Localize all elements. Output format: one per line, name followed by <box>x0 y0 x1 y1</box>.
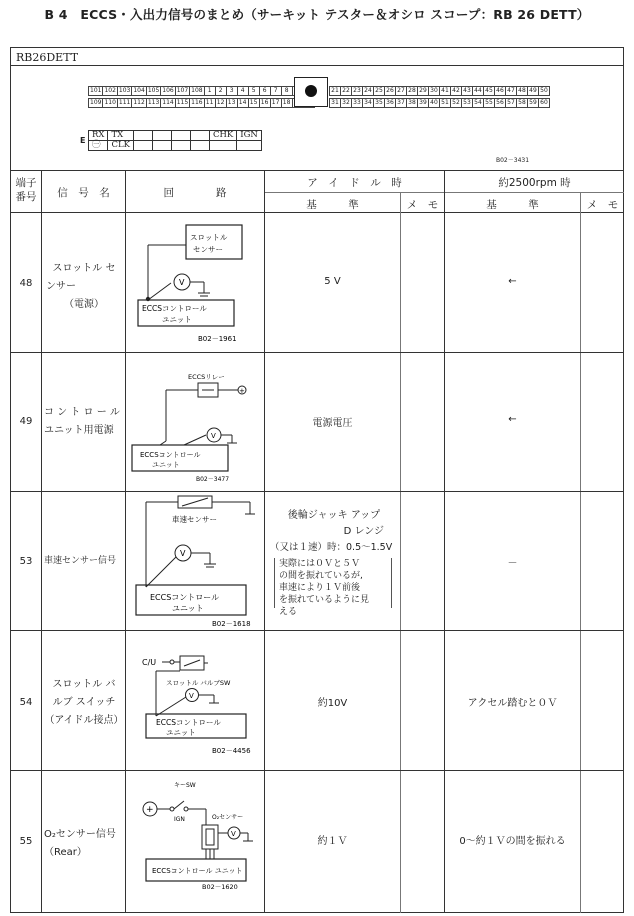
connector-pin: 28 <box>406 86 418 96</box>
connector-pin: 48 <box>516 86 528 96</box>
signal-name <box>44 404 124 440</box>
circuit-diagram-53 <box>126 492 264 630</box>
col-line <box>41 170 42 913</box>
connector-pin: 51 <box>439 98 451 108</box>
signal-name-line: （アイドル接点） <box>44 715 124 726</box>
header-terminal <box>11 176 41 204</box>
connector-pin: 58 <box>516 98 528 108</box>
connector-pin: 104 <box>133 87 145 94</box>
connector-pin: 105 <box>147 87 160 94</box>
connector-pin: 108 <box>191 87 203 94</box>
diagram-label: ECCSリレー <box>188 373 225 381</box>
idle-note-line: 実際には０Ｖと５Ｖ <box>279 559 361 569</box>
header-memo: メ モ <box>406 199 439 211</box>
row-separator <box>10 770 624 771</box>
rpm-standard: － <box>507 558 518 569</box>
connector-pin: 36 <box>384 98 396 108</box>
connector-pin: 59 <box>527 98 539 108</box>
circuit-diagram-54 <box>126 631 264 770</box>
diagram-label: ECCSコントロール <box>156 718 221 727</box>
connector-pin: 25 <box>373 86 385 96</box>
connector-pin: 1 <box>204 86 216 96</box>
connector-pin: 15 <box>248 98 260 108</box>
connector-pin: 26 <box>384 86 396 96</box>
check-connector-cell: IGN <box>237 131 262 141</box>
idle-note-line: える <box>279 607 298 617</box>
connector-pin: 39 <box>417 98 429 108</box>
diagram-ref: B02－4456 <box>212 747 251 755</box>
col-line <box>580 192 581 913</box>
row-separator <box>10 491 624 492</box>
connector-pin: 29 <box>417 86 429 96</box>
connector-pin: 102 <box>104 87 116 94</box>
connector-pin: 45 <box>483 86 495 96</box>
connector-pin: 31 <box>329 98 341 108</box>
connector-pin: 33 <box>351 98 363 108</box>
connector-pin: 7 <box>270 86 282 96</box>
connector-pin: 40 <box>428 98 440 108</box>
connector-pin: 53 <box>461 98 473 108</box>
header-idle: ア イ ド ル 時 <box>307 177 402 189</box>
connector-pin: 52 <box>450 98 462 108</box>
svg-text:V: V <box>189 692 194 700</box>
connector-pin: 12 <box>215 98 227 108</box>
connector-pin: 35 <box>373 98 385 108</box>
row-separator <box>10 630 624 631</box>
check-connector-cell: RX <box>89 131 108 141</box>
signal-name-line: （電源） <box>64 299 104 310</box>
diagram-label: ユニット <box>166 728 196 737</box>
connector-pin: 109 <box>90 99 102 106</box>
check-connector-cell <box>152 131 171 141</box>
connector-pin: 22 <box>340 86 352 96</box>
check-connector-cell <box>171 141 190 151</box>
diagram-label: 車速センサー <box>172 515 217 524</box>
connector-ref: B02－3431 <box>496 157 530 164</box>
idle-condition <box>270 508 398 556</box>
connector-pin: 54 <box>472 98 484 108</box>
connector-pin: 111 <box>118 99 131 106</box>
connector-pin: 110 <box>104 99 116 106</box>
connector-pin: 42 <box>450 86 462 96</box>
connector-pin: 37 <box>395 98 407 108</box>
connector-pin: 107 <box>176 87 189 94</box>
terminal-number: 54 <box>19 697 33 708</box>
connector-pin: 14 <box>237 98 249 108</box>
diagram-label: ECCSコントロール <box>140 451 201 459</box>
connector-key <box>294 77 328 107</box>
circuit-diagram-48 <box>126 213 264 352</box>
rpm-standard: ← <box>508 276 517 287</box>
header-std: 基 準 <box>306 199 359 211</box>
svg-text:+: + <box>146 805 154 815</box>
connector-pin: 55 <box>483 98 495 108</box>
idle-note <box>274 558 392 617</box>
connector-pin: 21 <box>329 86 341 96</box>
diagram-ref: B02－1620 <box>202 883 238 891</box>
diagram-label: ECCSコントロール ユニット <box>152 867 243 875</box>
circuit-diagram-49 <box>126 353 264 491</box>
header-circuit: 回 路 <box>163 187 227 199</box>
connector-pin: 115 <box>176 99 189 106</box>
connector-pin: 44 <box>472 86 484 96</box>
check-connector-cell <box>190 131 209 141</box>
connector-pin: 11 <box>204 98 216 108</box>
connector-pin: 34 <box>362 98 374 108</box>
check-connector-cell <box>190 141 209 151</box>
connector-pin: 116 <box>191 99 203 106</box>
svg-text:V: V <box>231 830 236 838</box>
idle-standard: 5 V <box>324 276 341 287</box>
connector-row-1-right <box>330 86 550 96</box>
signal-name-line: 車速センサー信号 <box>44 556 117 566</box>
connector-pin: 114 <box>162 99 174 106</box>
diagram-label: ECCSコントロール <box>150 593 220 602</box>
signal-name-line: ルブ スイッチ <box>52 697 116 708</box>
idle-condition-line: 後輪ジャッキ アップ <box>287 510 381 521</box>
circuit-diagram-55 <box>126 771 264 913</box>
divider <box>10 65 624 66</box>
idle-note-line: を振れているように見 <box>279 595 370 605</box>
signal-name-line: スロットル セ <box>52 263 116 274</box>
header-top-line <box>10 170 624 171</box>
connector-pin: 30 <box>428 86 440 96</box>
diagram-ref: B02－1961 <box>198 335 237 343</box>
check-connector-cell: CHK <box>209 131 236 141</box>
diagram-label: ユニット <box>172 604 204 613</box>
rpm-standard: ← <box>508 414 517 425</box>
header-terminal-1: 端子 <box>15 177 37 189</box>
connector-pin: 5 <box>248 86 260 96</box>
signal-name-line: ユニット用電源 <box>44 425 114 436</box>
connector-pin: 47 <box>505 86 517 96</box>
connector-pin: 43 <box>461 86 473 96</box>
idle-condition-line: D レンジ <box>343 526 384 537</box>
rpm-standard: アクセル踏むと０Ｖ <box>467 698 558 709</box>
rpm-standard: 0～約１Ｖの間を振れる <box>459 836 566 847</box>
connector-pin: 60 <box>538 98 550 108</box>
terminal-number: 55 <box>19 836 33 847</box>
diagram-ref: B02－1618 <box>212 620 251 628</box>
signal-name-line: コ ン ト ロ ー ル <box>44 407 120 418</box>
connector-row-2-right <box>330 98 550 108</box>
signal-name <box>44 552 124 570</box>
connector-pin: 16 <box>259 98 271 108</box>
signal-name <box>44 676 124 730</box>
connector-pin: 2 <box>215 86 227 96</box>
connector-pin: 32 <box>340 98 352 108</box>
connector-pin: 56 <box>494 98 506 108</box>
connector-pin: 17 <box>270 98 282 108</box>
connector-pin: 3 <box>226 86 238 96</box>
connector-pin: 101 <box>90 87 102 94</box>
signal-name-line: （Rear） <box>44 847 87 858</box>
diagram-label: スロットル <box>190 233 228 242</box>
signal-name <box>44 260 124 314</box>
signal-name-line: スロットル バ <box>52 679 116 690</box>
connector-pin: 18 <box>281 98 293 108</box>
svg-text:V: V <box>180 549 186 558</box>
check-connector-cell <box>152 141 171 151</box>
check-connector-cell <box>133 131 152 141</box>
idle-note-line: 車速により１Ｖ前後 <box>279 583 361 593</box>
page-title: B 4 ECCS・入出力信号のまとめ（サーキット テスター＆オシロ スコープ：RB 26 DETT） <box>44 7 590 22</box>
connector-pin: 106 <box>162 87 174 94</box>
connector-pin: 57 <box>505 98 517 108</box>
diagram-label: C/U <box>142 658 157 667</box>
header-bottom-line <box>10 212 624 213</box>
connector-pin: 6 <box>259 86 271 96</box>
connector-pin: 38 <box>406 98 418 108</box>
check-connector-cell <box>133 141 152 151</box>
header-memo-2: メ モ <box>586 199 619 211</box>
check-connector-cell: TX <box>108 131 134 141</box>
connector-pin: 49 <box>527 86 539 96</box>
connector-pin: 23 <box>351 86 363 96</box>
check-connector <box>88 130 262 151</box>
terminal-number: 49 <box>19 416 33 427</box>
header-signal: 信 号 名 <box>57 187 110 199</box>
connector-pin: 8 <box>281 86 293 96</box>
check-connector-cell <box>171 131 190 141</box>
diagram-label: センサー <box>193 245 223 254</box>
connector-pin: 27 <box>395 86 407 96</box>
diagram-label: IGN <box>174 816 185 823</box>
diagram-label: O₂センサー <box>212 814 244 821</box>
connector-key-dot <box>305 85 317 97</box>
check-connector-cell: ㊀ <box>89 141 108 151</box>
check-connector-cell <box>209 141 236 151</box>
signal-name-line: ンサー <box>46 281 76 292</box>
idle-condition-line: （又は１速）時：0.5～1.5V <box>270 542 393 553</box>
check-connector-cell: CLK <box>108 141 134 151</box>
connector-row-1-left <box>89 86 315 96</box>
diagram-ref: B02－3477 <box>196 476 230 483</box>
connector-pin: 103 <box>118 87 131 94</box>
check-connector-cell <box>237 141 262 151</box>
diagram-label: ユニット <box>152 461 180 469</box>
header-terminal-2: 番号 <box>15 191 37 203</box>
terminal-number: 48 <box>19 278 33 289</box>
idle-standard: 約１Ｖ <box>317 836 348 847</box>
header-rpm: 約2500rpm 時 <box>498 177 571 189</box>
signal-name-line: O₂センサー信号 <box>44 829 116 840</box>
engine-model: RB26DETT <box>16 51 79 64</box>
diagram-label: ECCSコントロール <box>142 304 207 313</box>
check-connector-mark: E <box>80 136 86 145</box>
svg-text:V: V <box>179 278 185 287</box>
connector-pin: 46 <box>494 86 506 96</box>
header-std-2: 基 準 <box>486 199 539 211</box>
svg-text:V: V <box>211 432 216 440</box>
diagram-label: キーSW <box>174 782 196 789</box>
row-separator <box>10 352 624 353</box>
connector-pin: 112 <box>133 99 145 106</box>
idle-standard: 約10V <box>317 698 348 709</box>
connector-pin: 50 <box>538 86 550 96</box>
idle-standard: 電源電圧 <box>312 418 353 429</box>
svg-text:+: + <box>239 387 245 395</box>
col-line <box>400 192 401 913</box>
connector-pin: 13 <box>226 98 238 108</box>
diagram-label: スロットル バルブSW <box>166 679 231 687</box>
idle-note-line: の間を振れているが, <box>279 571 363 581</box>
connector-row-2-left <box>89 98 315 108</box>
connector-pin: 41 <box>439 86 451 96</box>
terminal-number: 53 <box>19 556 33 567</box>
diagram-label: ユニット <box>162 315 192 324</box>
connector-pin: 113 <box>147 99 160 106</box>
signal-name <box>44 826 124 862</box>
connector-pin: 24 <box>362 86 374 96</box>
connector-pin: 4 <box>237 86 249 96</box>
